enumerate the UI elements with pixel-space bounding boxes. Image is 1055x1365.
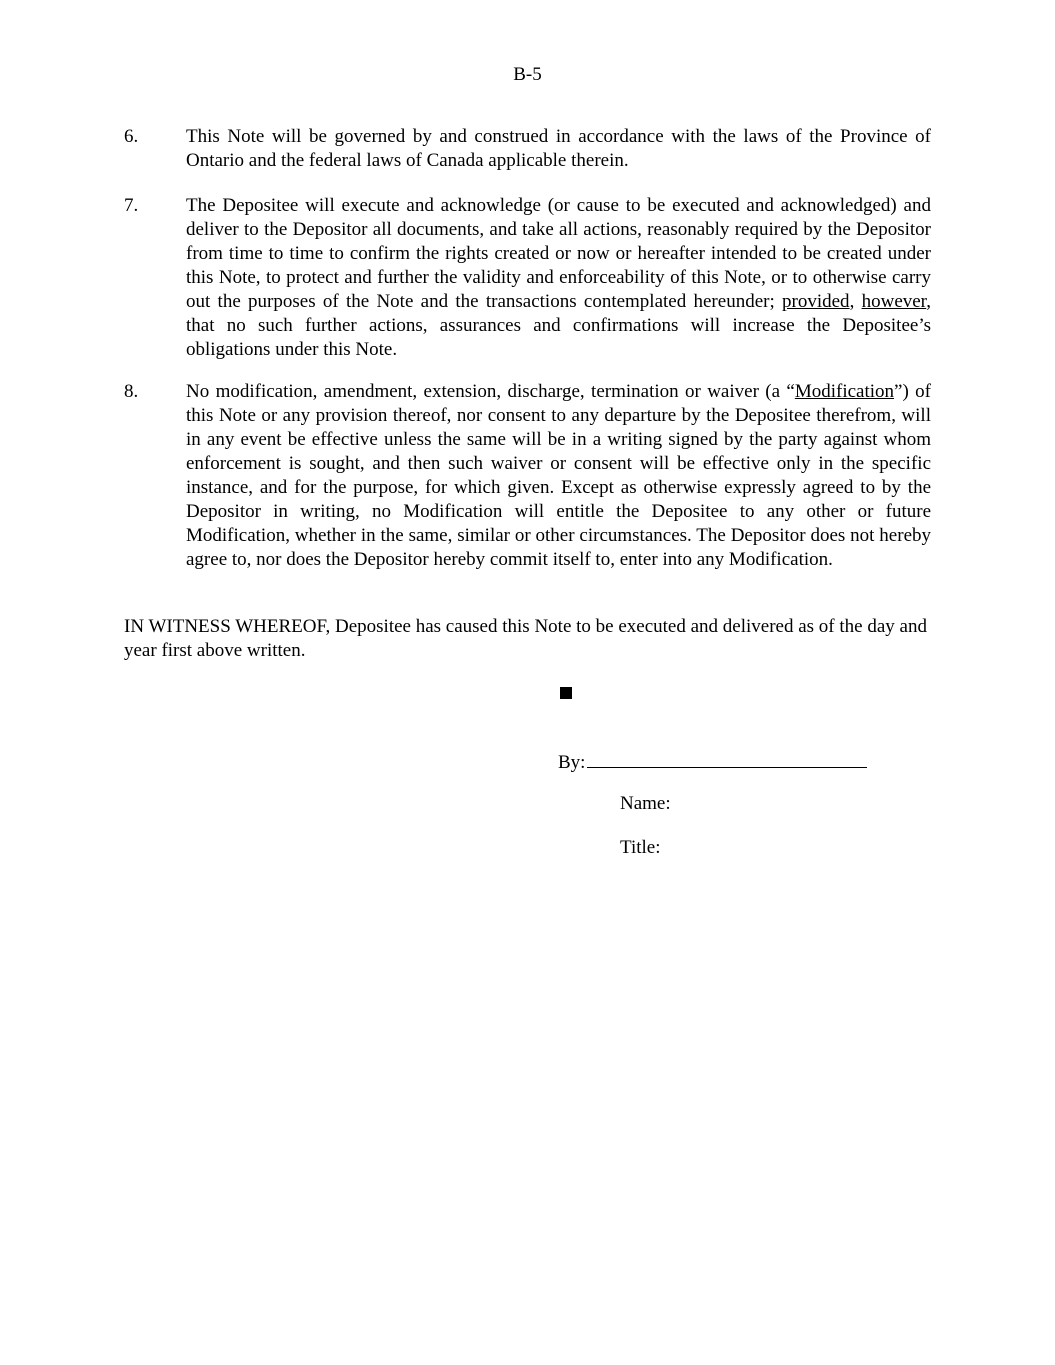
clause-8 (124, 380, 931, 572)
clause-number: 8. (124, 381, 139, 402)
clause-text: The Depositee will execute and acknowledge (or cause to be executed and acknowledged) and deliver to the Depositor all documents, and take all actions, reasonably required by the Depositor from time to time to confirm the rights created or now or hereafter intended to be created under this Note, to protect and further the validity and enforceability of this Note, or to otherwise carry out the purposes of the Note and the transactions contemplated hereunder; provided, however, that no such further actions, assurances and confirmations will increase the Depositee’s obligations under this Note. (186, 195, 931, 360)
however-term: however (861, 291, 927, 312)
clause-6 (124, 125, 931, 173)
signature-line (587, 748, 867, 768)
page-number: B-5 (513, 64, 542, 85)
clause-text: No modification, amendment, extension, discharge, termination or waiver (a “Modification”) of this Note or any provision thereof, nor consent to any departure by the Depositee therefrom, will in any event be effective unless the same will be in a writing signed by the party against whom enforcement is sought, and then such waiver or consent will be effective only in the specific instance, and for the purpose, for which given. Except as otherwise expressly agreed to by the Depositor in writing, no Modification will entitle the Depositee to any other or future Modification, whether in the same, similar or other circumstances. The Depositor does not hereby agree to, nor does the Depositor hereby commit itself to, enter into any Modification. (186, 381, 931, 570)
clause-text: This Note will be governed by and construed in accordance with the laws of the Province of Ontario and the federal laws of Canada applicable therein. (186, 126, 931, 171)
name-label: Name: (620, 793, 671, 814)
witness-clause: IN WITNESS WHEREOF, Depositee has caused this Note to be executed and delivered as of the day and year first above written. (124, 616, 927, 661)
by-label: By: (558, 752, 586, 773)
signature-by-line (558, 748, 867, 775)
title-label: Title: (620, 837, 661, 858)
clause-number: 7. (124, 195, 139, 216)
provided-term: provided (782, 291, 850, 312)
square-bullet-icon (560, 687, 572, 699)
modification-defined-term: Modification (794, 381, 895, 402)
clause-number: 6. (124, 126, 139, 147)
clause-7 (124, 194, 931, 362)
